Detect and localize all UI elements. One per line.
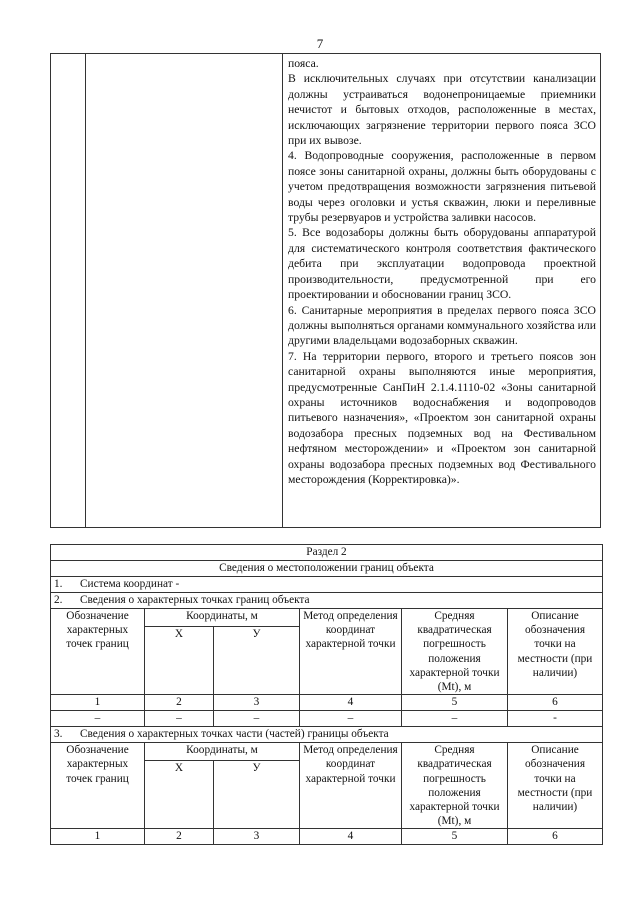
column-number: 1 — [51, 695, 145, 711]
boundary-points-heading — [51, 593, 603, 609]
item-label: Сведения о характерных точках части (частей) границы объекта — [80, 728, 389, 741]
item-number: 2. — [54, 594, 63, 606]
empty-cell: – — [214, 711, 300, 727]
section-subtitle: Сведения о местоположении границ объекта — [51, 561, 603, 577]
column-number: 3 — [214, 695, 300, 711]
empty-cell: – — [51, 711, 145, 727]
column-number: 2 — [145, 829, 214, 845]
header-description: Описание обозначения точки на местности (при наличии) — [508, 743, 603, 829]
header-point-designation: Обозначение характерных точек границ — [51, 743, 145, 829]
paragraph: 5. Все водозаборы должны быть оборудованы аппаратурой для систематического контроля соответствия фактического дебита при эксплуатации водопровода проектной производительности, предусмотренной при его проектировании и обосновании границ ЗСО. — [288, 226, 596, 302]
item-label: Система координат - — [80, 578, 180, 590]
empty-cell: - — [508, 711, 603, 727]
header-x: X — [145, 626, 214, 695]
paragraph: 6. Санитарные мероприятия в пределах первого пояса ЗСО должны выполняться органами коммунального хозяйства или другими владельцами водозаборных скважин. — [288, 303, 596, 348]
column-number: 3 — [214, 829, 300, 845]
column-number: 1 — [51, 829, 145, 845]
measures-text-cell — [288, 56, 596, 487]
column-number: 5 — [402, 829, 508, 845]
paragraph: 4. Водопроводные сооружения, расположенные в первом поясе зоны санитарной охраны, должны быть оборудованы с учетом предотвращения возможности загрязнения питьевой воды через оголовки и устья скважин, люки и переливные трубы резервуаров и устройства заливки насосов. — [288, 149, 596, 225]
item-label: Сведения о характерных точках границ объекта — [80, 594, 310, 606]
empty-cell: – — [402, 711, 508, 727]
column-number: 6 — [508, 829, 603, 845]
header-coordinates: Координаты, м — [145, 609, 300, 627]
empty-cell: – — [300, 711, 402, 727]
coordinate-system-row — [51, 577, 603, 593]
header-y: У — [214, 760, 300, 829]
header-description: Описание обозначения точки на местности (при наличии) — [508, 609, 603, 695]
column-number: 2 — [145, 695, 214, 711]
column-divider-1 — [85, 54, 86, 527]
item-number: 3. — [54, 728, 63, 741]
page-number: 7 — [316, 36, 324, 51]
section-title: Раздел 2 — [51, 545, 603, 561]
column-number: 6 — [508, 695, 603, 711]
header-method: Метод определения координат характерной точки — [300, 609, 402, 695]
paragraph: пояса. — [288, 57, 319, 70]
header-point-designation: Обозначение характерных точек границ — [51, 609, 145, 695]
continuation-table — [50, 53, 601, 528]
header-y: У — [214, 626, 300, 695]
paragraph: 7. На территории первого, второго и третьего поясов зон санитарной охраны выполняются иные мероприятия, предусмотренные СанПиН 2.1.4.1110-02 «Зоны санитарной охраны источников водоснабжения и водопроводов питьевого назначения», «Проектом зон санитарной охраны водозабора пресных подземных вод на Фестивальном нефтяном месторождении» и «Проектом зон санитарной охраны водозабора пресных подземных вод Фестивального месторождения (Корректировка)». — [288, 349, 596, 486]
boundary-points-table — [50, 544, 603, 845]
column-number: 4 — [300, 695, 402, 711]
header-x: X — [145, 760, 214, 829]
paragraph: В исключительных случаях при отсутствии канализации должны устраиваться водонепроницаемые приемники нечистот и бытовых отходов, расположенные в местах, исключающих загрязнение территории первого пояса ЗСО при их вывозе. — [288, 72, 596, 148]
column-number: 4 — [300, 829, 402, 845]
header-coordinates: Координаты, м — [145, 743, 300, 761]
item-number: 1. — [54, 578, 63, 590]
empty-cell: – — [145, 711, 214, 727]
header-error: Средняя квадратическая погрешность положения характерной точки (Mt), м — [402, 743, 508, 829]
part-points-heading — [51, 727, 603, 743]
column-divider-2 — [282, 54, 283, 527]
column-number: 5 — [402, 695, 508, 711]
header-error: Средняя квадратическая погрешность положения характерной точки (Mt), м — [402, 609, 508, 695]
header-method: Метод определения координат характерной точки — [300, 743, 402, 829]
